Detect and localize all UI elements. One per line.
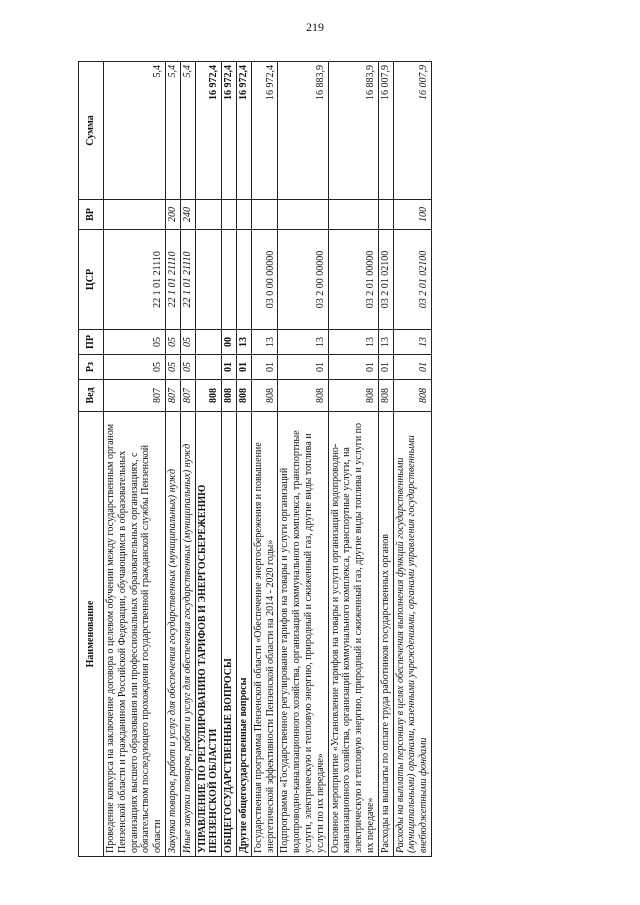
cell-name: УПРАВЛЕНИЕ ПО РЕГУЛИРОВАНИЮ ТАРИФОВ И ЭНЕРГОСБЕРЕЖЕНИЮ ПЕНЗЕНСКОЙ ОБЛАСТИ [195, 412, 222, 857]
cell-ved: 808 [236, 380, 251, 412]
table-body [104, 62, 432, 857]
cell-rz [195, 355, 222, 380]
cell-rz: 01 [278, 355, 328, 380]
cell-csr: 22 1 01 21110 [180, 230, 195, 330]
cell-vr [236, 200, 251, 230]
cell-ved: 807 [180, 380, 195, 412]
cell-csr: 03 0 00 00000 [251, 230, 278, 330]
cell-pr: 13 [328, 330, 378, 355]
cell-csr: 03 2 01 02100 [378, 230, 393, 330]
cell-pr: 00 [222, 330, 237, 355]
cell-ved: 808 [278, 380, 328, 412]
table-row [104, 62, 166, 857]
table-row [236, 62, 251, 857]
header-rz: Рз [79, 355, 104, 380]
table-row [328, 62, 378, 857]
cell-sum: 5,4 [104, 62, 166, 200]
cell-vr [195, 200, 222, 230]
cell-ved: 807 [104, 380, 166, 412]
cell-rz: 05 [104, 355, 166, 380]
table-row [180, 62, 195, 857]
cell-rz: 05 [180, 355, 195, 380]
cell-pr: 13 [236, 330, 251, 355]
cell-csr [222, 230, 237, 330]
header-pr: ПР [79, 330, 104, 355]
cell-ved: 808 [328, 380, 378, 412]
cell-csr: 03 2 00 00000 [278, 230, 328, 330]
cell-ved: 808 [393, 380, 431, 412]
cell-rz: 01 [251, 355, 278, 380]
cell-csr: 22 1 01 21110 [104, 230, 166, 330]
table-row [278, 62, 328, 857]
cell-vr [222, 200, 237, 230]
cell-name: Расходы на выплаты персоналу в целях обеспечения выполнения функций государственными (муниципальными) органами, казенными учреждениями, органами управления государственными внебюджетными фондами [393, 412, 431, 857]
cell-vr: 240 [180, 200, 195, 230]
cell-pr: 13 [393, 330, 431, 355]
table-row [393, 62, 431, 857]
cell-name: Расходы на выплаты по оплате труда работников государственных органов [378, 412, 393, 857]
header-ved: Вед [79, 380, 104, 412]
cell-csr: 22 1 01 21110 [165, 230, 180, 330]
cell-sum: 5,4 [180, 62, 195, 200]
cell-rz: 05 [165, 355, 180, 380]
cell-rz: 01 [328, 355, 378, 380]
table-row [195, 62, 222, 857]
cell-vr: 200 [165, 200, 180, 230]
cell-csr [236, 230, 251, 330]
cell-sum: 5,4 [165, 62, 180, 200]
cell-name: Государственная программа Пензенской области «Обеспечение энергосбережения и повышение энергетической эффективности Пензенской области на 2014 - 2020 годы» [251, 412, 278, 857]
cell-ved: 807 [165, 380, 180, 412]
cell-pr: 13 [278, 330, 328, 355]
cell-sum: 16 972,4 [222, 62, 237, 200]
cell-name: Иные закупки товаров, работ и услуг для обеспечения государственных (муниципальных) нужд [180, 412, 195, 857]
cell-name: ОБЩЕГОСУДАРСТВЕННЫЕ ВОПРОСЫ [222, 412, 237, 857]
cell-vr [104, 200, 166, 230]
cell-name: Закупка товаров, работ и услуг для обеспечения государственных (муниципальных) нужд [165, 412, 180, 857]
header-vr: ВР [79, 200, 104, 230]
table-row [378, 62, 393, 857]
cell-sum: 16 883,9 [328, 62, 378, 200]
cell-sum: 16 883,9 [278, 62, 328, 200]
cell-vr [251, 200, 278, 230]
cell-ved: 808 [251, 380, 278, 412]
cell-rz: 01 [222, 355, 237, 380]
cell-rz: 01 [378, 355, 393, 380]
cell-vr [378, 200, 393, 230]
cell-name: Основное мероприятие «Установление тарифов на товары и услуги организаций водопроводно-канализационного хозяйства, организаций коммунального комплекса, транспортные услуги, на электрическую и тепловую энергию, природный и сжиженный газ, другие виды топлива и услуги по их передаче» [328, 412, 378, 857]
table-header-row [79, 62, 104, 857]
cell-pr: 13 [378, 330, 393, 355]
cell-sum: 16 007,9 [393, 62, 431, 200]
cell-rz: 01 [236, 355, 251, 380]
cell-rz: 01 [393, 355, 431, 380]
cell-vr: 100 [393, 200, 431, 230]
cell-ved: 808 [195, 380, 222, 412]
page-number: 219 [306, 20, 324, 34]
cell-csr: 03 2 01 00000 [328, 230, 378, 330]
cell-ved: 808 [222, 380, 237, 412]
cell-pr: 05 [180, 330, 195, 355]
table-row [165, 62, 180, 857]
cell-pr: 05 [104, 330, 166, 355]
cell-name: Проведение конкурса на заключение договора о целевом обучении между государственным органом Пензенской области и гражданином Российской Федерации, обучающимся в образовательных организациях высшего образования или профессиональных образовательных организациях, с обязательством последующего прохождения государственной гражданской службы Пензенской области [104, 412, 166, 857]
budget-table [78, 61, 432, 857]
table-row [222, 62, 237, 857]
cell-name: Подпрограмма «Государственное регулирование тарифов на товары и услуги организаций водопроводно-канализационного хозяйства, организаций коммунального комплекса, транспортные услуги, электрическую и тепловую энергию, природный и сжиженный газ, другие виды топлива и услуги по их передаче» [278, 412, 328, 857]
header-csr: ЦСР [79, 230, 104, 330]
cell-name: Другие общегосударственные вопросы [236, 412, 251, 857]
header-name: Наименование [79, 412, 104, 857]
cell-pr: 05 [165, 330, 180, 355]
cell-csr [195, 230, 222, 330]
header-sum: Сумма [79, 62, 104, 200]
cell-sum: 16 972,4 [236, 62, 251, 200]
cell-pr [195, 330, 222, 355]
cell-ved: 808 [378, 380, 393, 412]
cell-sum: 16 007,9 [378, 62, 393, 200]
budget-table-container [78, 62, 556, 857]
cell-vr [328, 200, 378, 230]
cell-pr: 13 [251, 330, 278, 355]
table-row [251, 62, 278, 857]
cell-sum: 16 972,4 [251, 62, 278, 200]
cell-csr: 03 2 01 02100 [393, 230, 431, 330]
cell-sum: 16 972,4 [195, 62, 222, 200]
cell-vr [278, 200, 328, 230]
